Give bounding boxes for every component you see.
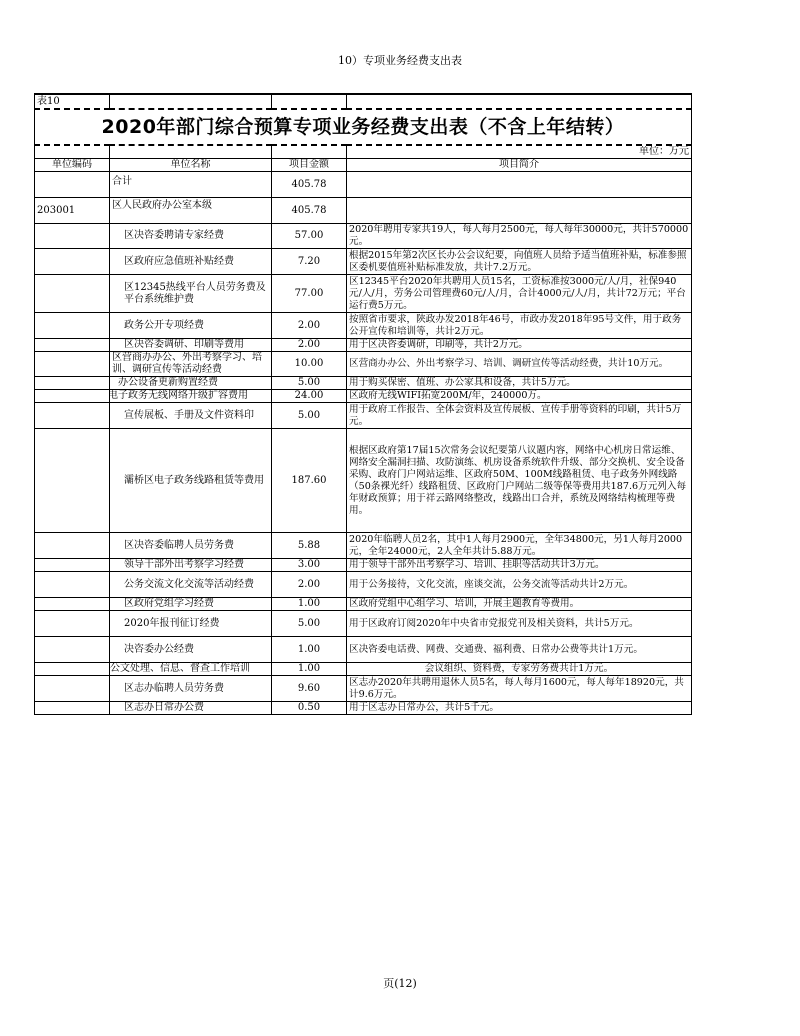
item-desc: 区志办2020年共聘用退休人员5名，每人每月1600元，每人每年18920元，共计9.6万元。 xyxy=(347,676,692,702)
item-name: 区政府党组学习经费 xyxy=(110,598,272,611)
item-amount: 9.60 xyxy=(272,676,347,702)
item-amount: 1.00 xyxy=(272,663,347,676)
item-name: 宣传展板、手册及文件资料印 xyxy=(110,403,272,429)
item-amount: 5.00 xyxy=(272,377,347,390)
item-name: 区决咨委聘请专家经费 xyxy=(110,224,272,249)
item-amount: 10.00 xyxy=(272,352,347,377)
item-amount: 1.00 xyxy=(272,598,347,611)
item-name: 2020年报刊征订经费 xyxy=(110,611,272,637)
header-name: 单位名称 xyxy=(110,159,272,172)
table-tag: 表10 xyxy=(35,94,110,109)
table-row xyxy=(35,663,692,676)
item-desc: 用于购买保密、值班、办公家具和设备，共计5万元。 xyxy=(347,377,692,390)
unit-label: 单位：万元 xyxy=(347,145,692,159)
item-name: 区12345热线平台人员劳务费及平台系统维护费 xyxy=(110,275,272,313)
table-row xyxy=(35,611,692,637)
item-amount: 187.60 xyxy=(272,429,347,533)
item-desc: 用于区志办日常办公，共计5千元。 xyxy=(347,702,692,715)
table-row xyxy=(35,352,692,377)
item-amount: 5.00 xyxy=(272,611,347,637)
header-code: 单位编码 xyxy=(35,159,110,172)
item-desc: 区政府党组中心组学习、培训，开展主题教育等费用。 xyxy=(347,598,692,611)
table-row xyxy=(35,275,692,313)
item-amount: 7.20 xyxy=(272,249,347,275)
item-desc: 根据区政府第17届15次常务会议纪要第八议题内容，网络中心机房日常运维、网络安全漏洞扫描、攻防演练、机房设备系统软件升级、部分交换机、安全设备采购、政府门户网站运维、区政府50M、100M线路租赁、电子政务外网线路（50条裸光纤）线路租赁、区政府门户网站二级等保等费用共187.6万元列入每年财政预算；用于祥云路网络整改，线路出口合并，系统及网络结构梳理等费用。 xyxy=(347,429,692,533)
table-row xyxy=(35,637,692,663)
item-name: 政务公开专项经费 xyxy=(110,313,272,339)
table-row xyxy=(35,403,692,429)
item-desc: 用于公务接待，文化交流，座谈交流，公务交流等活动共计2万元。 xyxy=(347,572,692,598)
item-name: 区决咨委调研、印刷等费用 xyxy=(110,339,272,352)
item-name: 区政府应急值班补贴经费 xyxy=(110,249,272,275)
item-name: 区决咨委临聘人员劳务费 xyxy=(110,533,272,559)
item-amount: 5.88 xyxy=(272,533,347,559)
item-name: 区营商办办公、外出考察学习、培训、调研宣传等活动经费 xyxy=(110,352,272,377)
table-tag-row xyxy=(35,94,692,109)
item-amount: 2.00 xyxy=(272,339,347,352)
table-row xyxy=(35,313,692,339)
budget-table xyxy=(34,93,692,715)
table-row xyxy=(35,377,692,390)
table-row xyxy=(35,676,692,702)
header-amount: 项目金额 xyxy=(272,159,347,172)
table-row xyxy=(35,224,692,249)
table-row xyxy=(35,249,692,275)
table-title: 2020年部门综合预算专项业务经费支出表（不含上年结转） xyxy=(35,109,692,145)
item-desc: 用于政府工作报告、全体会资料及宣传展板、宣传手册等资料的印刷，共计5万元。 xyxy=(347,403,692,429)
item-name: 电子政务无线网络升级扩容费用 xyxy=(110,390,272,403)
total-amount: 405.78 xyxy=(272,172,347,198)
item-name: 办公设备更新购置经费 xyxy=(110,377,272,390)
total-row xyxy=(35,172,692,198)
item-desc: 区营商办办公、外出考察学习、培训、调研宣传等活动经费，共计10万元。 xyxy=(347,352,692,377)
unit-amount: 405.78 xyxy=(272,198,347,224)
table-row xyxy=(35,390,692,403)
table-row xyxy=(35,533,692,559)
page-header: 10）专项业务经费支出表 xyxy=(338,54,462,67)
item-name: 区志办临聘人员劳务费 xyxy=(110,676,272,702)
item-desc: 用于区政府订阅2020年中央省市党报党刊及相关资料，共计5万元。 xyxy=(347,611,692,637)
item-amount: 3.00 xyxy=(272,559,347,572)
table-row xyxy=(35,559,692,572)
item-desc: 用于区决咨委调研，印刷等，共计2万元。 xyxy=(347,339,692,352)
title-row xyxy=(35,109,692,145)
item-desc: 区12345平台2020年共聘用人员15名，工资标准按3000元/人/月，社保940元/人/月，劳务公司管理费60元/人/月，合计4000元/人/月，共计72万元；平台运行费5万元。 xyxy=(347,275,692,313)
header-row xyxy=(35,159,692,172)
item-name: 公务交流文化交流等活动经费 xyxy=(110,572,272,598)
item-name: 灞桥区电子政务线路租赁等费用 xyxy=(110,429,272,533)
table-row xyxy=(35,598,692,611)
item-name: 公文处理、信息、督查工作培训 xyxy=(110,663,272,676)
table-row xyxy=(35,702,692,715)
item-amount: 2.00 xyxy=(272,572,347,598)
item-amount: 0.50 xyxy=(272,702,347,715)
total-label: 合计 xyxy=(110,172,272,198)
header-desc: 项目简介 xyxy=(347,159,692,172)
item-amount: 24.00 xyxy=(272,390,347,403)
unit-name: 区人民政府办公室本级 xyxy=(110,198,272,224)
item-desc: 2020年临聘人员2名，其中1人每月2900元，全年34800元，另1人每月2000元，全年24000元，2人全年共计5.88万元。 xyxy=(347,533,692,559)
item-amount: 2.00 xyxy=(272,313,347,339)
item-desc: 区政府无线WIFI拓宽200M/年，240000万。 xyxy=(347,390,692,403)
table-row xyxy=(35,339,692,352)
table-row xyxy=(35,572,692,598)
item-desc: 区决咨委电话费、网费、交通费、福利费、日常办公费等共计1万元。 xyxy=(347,637,692,663)
item-desc: 按照省市要求，陕政办发2018年46号，市政办发2018年95号文件，用于政务公开宣传和培训等，共计2万元。 xyxy=(347,313,692,339)
item-desc: 根据2015年第2次区长办公会议纪要，向值班人员给予适当值班补贴，标准参照区委机要值班补贴标准发放，共计7.2万元。 xyxy=(347,249,692,275)
page-footer: 页(12) xyxy=(383,977,417,990)
item-amount: 1.00 xyxy=(272,637,347,663)
table-row xyxy=(35,429,692,533)
unit-row xyxy=(35,145,692,159)
item-amount: 77.00 xyxy=(272,275,347,313)
item-amount: 5.00 xyxy=(272,403,347,429)
item-amount: 57.00 xyxy=(272,224,347,249)
item-name: 区志办日常办公费 xyxy=(110,702,272,715)
item-desc: 会议组织、资料费，专家劳务费共计1万元。 xyxy=(347,663,692,676)
item-desc: 2020年聘用专家共19人，每人每月2500元，每人每年30000元，共计570000元。 xyxy=(347,224,692,249)
item-name: 领导干部外出考察学习经费 xyxy=(110,559,272,572)
item-name: 决咨委办公经费 xyxy=(110,637,272,663)
unit-summary-row xyxy=(35,198,692,224)
item-desc: 用于领导干部外出考察学习、培训、挂职等活动共计3万元。 xyxy=(347,559,692,572)
unit-code: 203001 xyxy=(35,198,110,224)
